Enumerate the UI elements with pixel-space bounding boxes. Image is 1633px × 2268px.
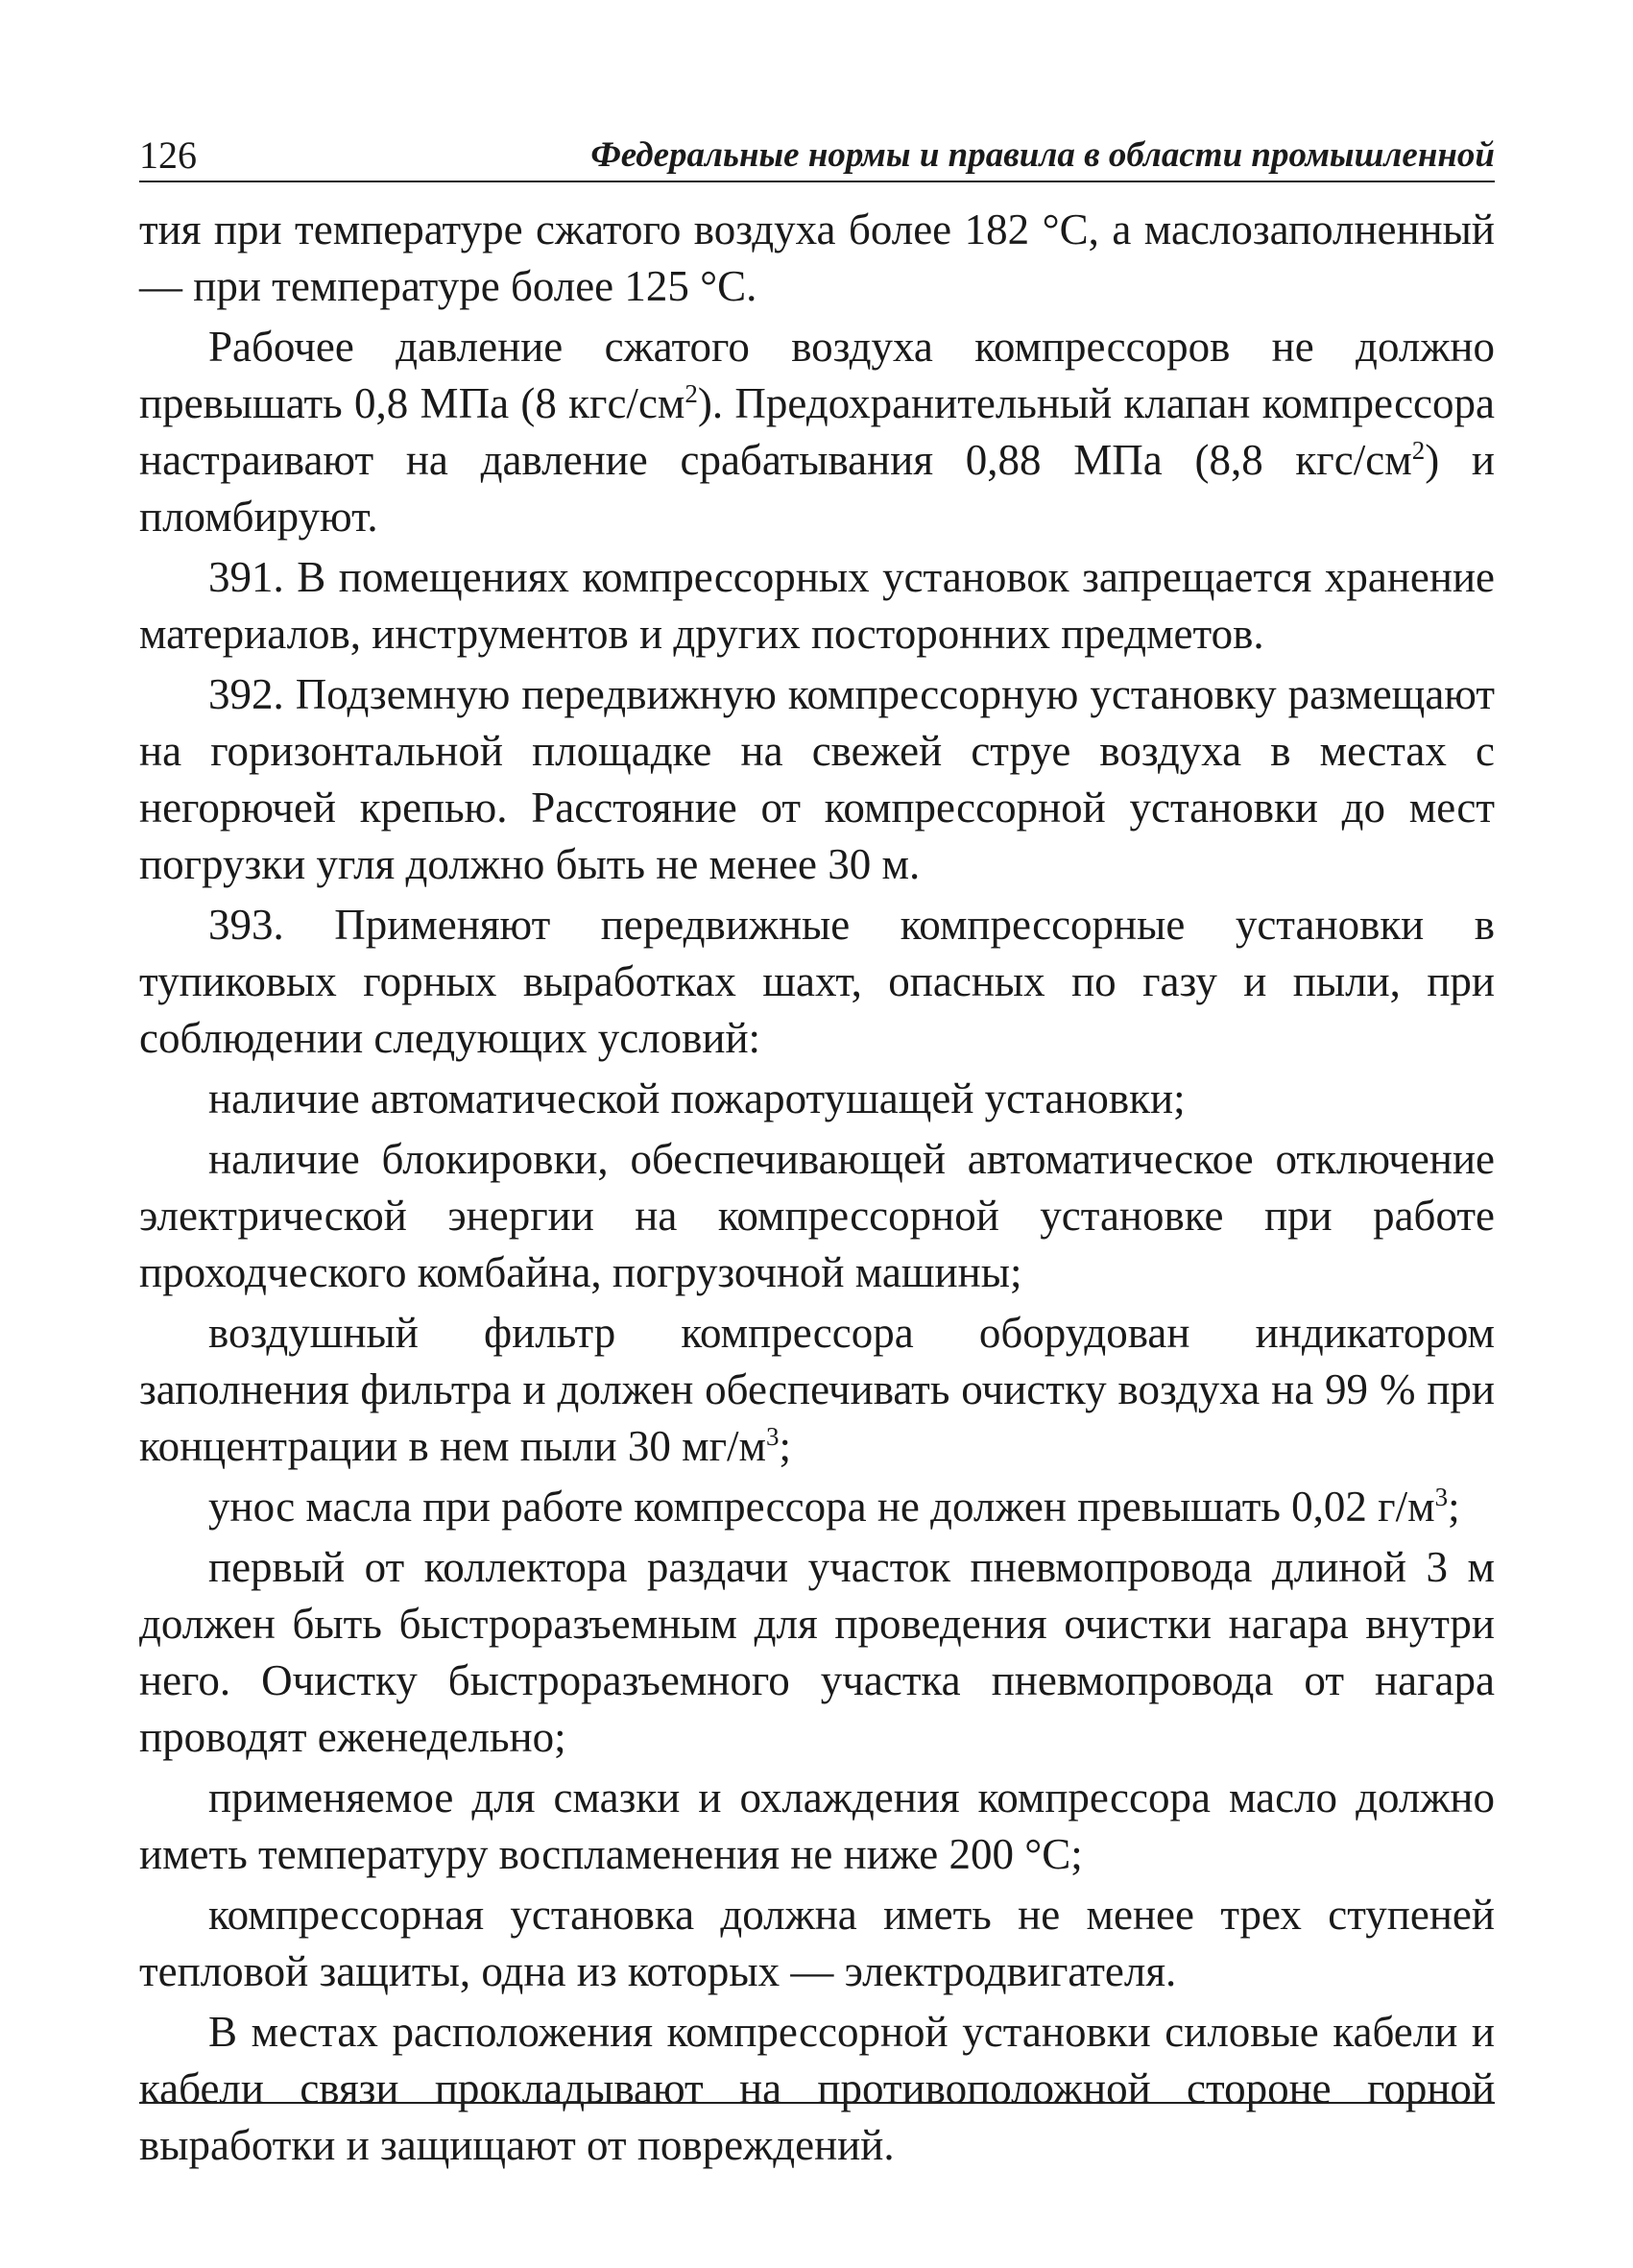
paragraph-continuation: тия при температуре сжатого воздуха более 182 °C, а маслозаполненный — при температуре более 125 °C. — [139, 205, 1495, 310]
paragraph-cables: В местах расположения компрессорной установки силовые кабели и кабели связи прокладывают на противоположной стороне горной выработки и защищают от повреждений. — [139, 2008, 1495, 2169]
footer-rule — [139, 2102, 1495, 2104]
paragraph-392: 392. Подземную передвижную компрессорную установку размещают на горизонтальной площадке на свежей струе воздуха в местах с негорючей крепью. Расстояние от компрессорной установки до мест погрузки угля должно быть не менее 30 м. — [139, 670, 1495, 888]
condition-oil-carryover: унос масла при работе компрессора не должен превышать 0,02 $г/м^3$; — [208, 1483, 1460, 1531]
running-title: Федеральные нормы и правила в области промышленной — [590, 135, 1495, 175]
condition-fire-suppression: наличие автоматической пожаротушащей установки; — [208, 1074, 1186, 1122]
page-header — [139, 127, 1495, 182]
condition-thermal-protection: компрессорная установка должна иметь не менее трех ступеней тепловой защиты, одна из которых — электродвигателя. — [139, 1891, 1495, 1995]
paragraph-393: 393. Применяют передвижные компрессорные установки в тупиковых горных выработках шахт, опасных по газу и пыли, при соблюдении следующих условий: — [139, 901, 1495, 1062]
condition-pipeline-section: первый от коллектора раздачи участок пневмопровода длиной 3 м должен быть быстроразъемным для проведения очистки нагара внутри него. Очистку быстроразъемного участка пневмопровода от нагара проводят еженедельно; — [139, 1543, 1495, 1761]
document-page — [139, 127, 1495, 2174]
condition-air-filter: воздушный фильтр компрессора оборудован индикатором заполнения фильтра и должен обеспечивать очистку воздуха на 99 % при концентрации в нем пыли 30 $мг/м^3$; — [139, 1309, 1495, 1470]
condition-oil-flashpoint: применяемое для смазки и охлаждения компрессора масло должно иметь температуру воспламенения не ниже 200 °C; — [139, 1773, 1495, 1878]
page-number: 126 — [139, 133, 197, 177]
paragraph-pressure: Рабочее давление сжатого воздуха компрессоров не должно превышать 0,8 МПа (8 кгс/$см^2$). Предохранительный клапан компрессора настраивают на давление срабатывания 0,88 МПа (8,8 кгс/$см^2$) и пломбируют. — [139, 323, 1495, 541]
condition-interlock: наличие блокировки, обеспечивающей автоматическое отключение электрической энергии на компрессорной установке при работе проходческого комбайна, погрузочной машины; — [139, 1135, 1495, 1296]
body-text — [139, 202, 1495, 2174]
paragraph-391: 391. В помещениях компрессорных установок запрещается хранение материалов, инструментов и других посторонних предметов. — [139, 553, 1495, 658]
